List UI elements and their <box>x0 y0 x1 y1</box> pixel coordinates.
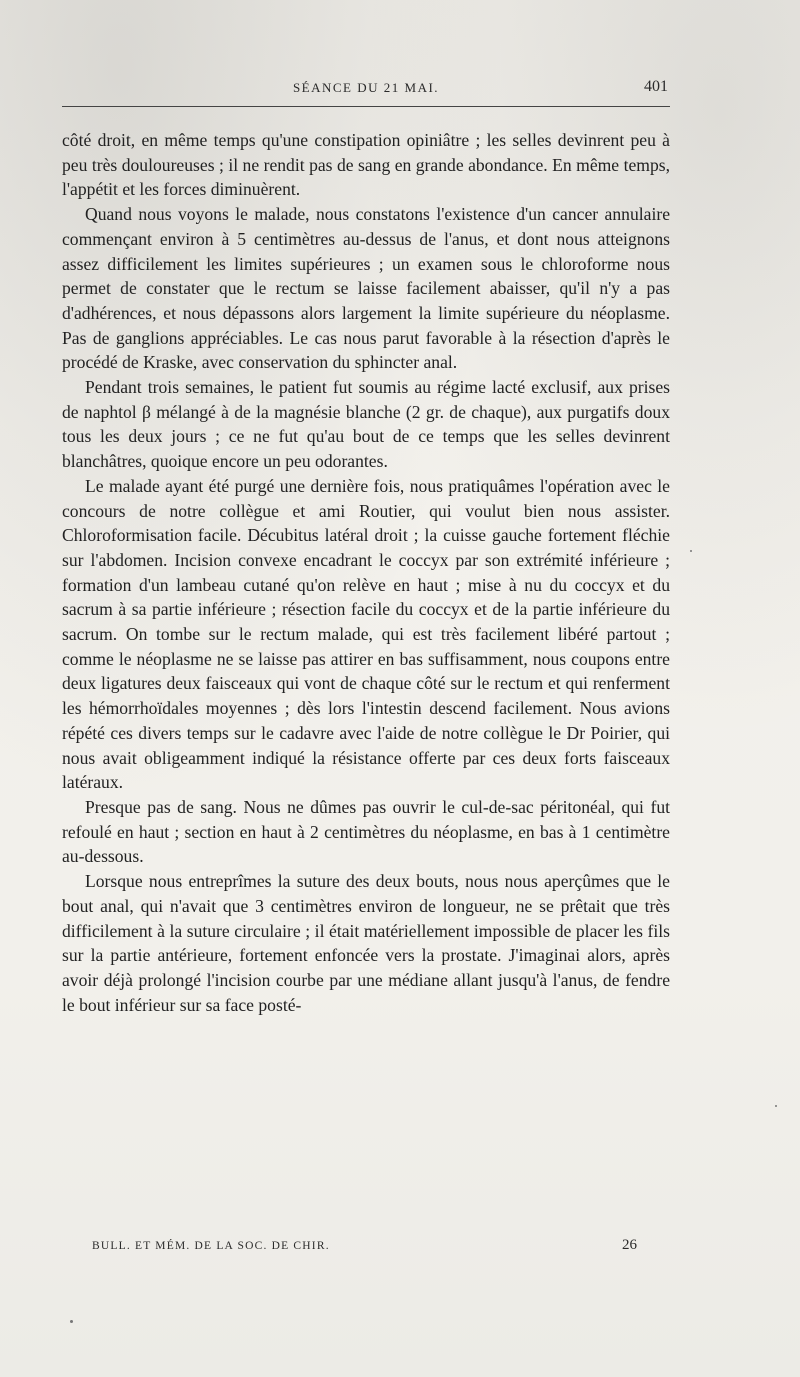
paragraph-continuation: côté droit, en même temps qu'une constipation opiniâtre ; les selles devinrent peu à peu très douloureuses ; il ne rendit pas de sang en grande abondance. En même temps, l'appétit et les forces diminuèrent. <box>62 130 670 200</box>
paper-speck <box>690 550 692 552</box>
paragraph: Presque pas de sang. Nous ne dûmes pas ouvrir le cul-de-sac péritonéal, qui fut refoulé en haut ; section en haut à 2 centimètres du néoplasme, en bas à 1 centimètre au-dessous. <box>62 796 670 867</box>
paragraph: Le malade ayant été purgé une dernière fois, nous pratiquâmes l'opération avec le concours de notre collègue et ami Routier, qui voulut bien nous assister. Chloroformisation facile. Décubitus latéral droit ; la cuisse gauche fortement fléchie sur l'abdomen. Incision convexe encadrant le coccyx par son extrémité inférieure ; formation d'un lambeau cutané qu'on relève en haut ; mise à nu du coccyx et du sacrum à sa partie inférieure ; résection facile du coccyx et de la partie inférieure du sacrum. On tombe sur le rectum malade, qui est très facilement libéré partout ; comme le néoplasme ne se laisse pas attirer en bas suffisamment, nous coupons entre deux ligatures deux faisceaux qui vont de chaque côté sur le rectum et qui renferment les hémorrhoïdales moyennes ; dès lors l'intestin descend facilement. Nous avions répété ces divers temps sur le cadavre avec l'aide de notre collègue le Dr Poirier, qui nous avait obligeamment indiqué la résistance offerte par ces deux forts faisceaux latéraux. <box>62 475 670 793</box>
footer-title: BULL. ET MÉM. DE LA SOC. DE CHIR. <box>92 1240 330 1252</box>
page-number: 401 <box>644 78 668 95</box>
running-head <box>62 78 670 100</box>
paragraph: Quand nous voyons le malade, nous constatons l'existence d'un cancer annulaire commençant environ à 5 centimètres au-dessus de l'anus, et dont nous atteignons assez difficilement les limites supérieures ; un examen sous le chloroforme nous permet de constater que le rectum se laisse facilement abaisser, qu'il n'y a pas d'adhérences, et nous dépassons alors largement la limite supérieure du néoplasme. Pas de ganglions appréciables. Le cas nous parut favorable à la résection d'après le procédé de Kraske, avec conservation du sphincter anal. <box>62 204 670 373</box>
header-rule <box>62 106 670 107</box>
paragraph: Pendant trois semaines, le patient fut soumis au régime lacté exclusif, aux prises de naphtol β mélangé à de la magnésie blanche (2 gr. de chaque), aux purgatifs doux tous les deux jours ; ce ne fut qu'au bout de ce temps que les selles devinrent blanchâtres, quoique encore un peu odorantes. <box>62 377 670 472</box>
signature-mark: 26 <box>622 1237 637 1253</box>
footer <box>92 1237 637 1257</box>
paper-speck <box>775 1105 777 1107</box>
paragraph: Lorsque nous entreprîmes la suture des deux bouts, nous nous aperçûmes que le bout anal, qui n'avait que 3 centimètres environ de longueur, ne se prêtait que très difficilement à la suture circulaire ; il était matériellement impossible de placer les fils sur la partie antérieure, fortement enfoncée vers la prostate. J'imaginai alors, après avoir déjà prolongé l'incision courbe par une médiane allant jusqu'à l'anus, de fendre le bout inférieur sur sa face posté- <box>62 871 670 1015</box>
running-title: SÉANCE DU 21 MAI. <box>292 80 440 95</box>
body-text <box>62 128 670 1017</box>
paper-speck <box>70 1320 73 1323</box>
